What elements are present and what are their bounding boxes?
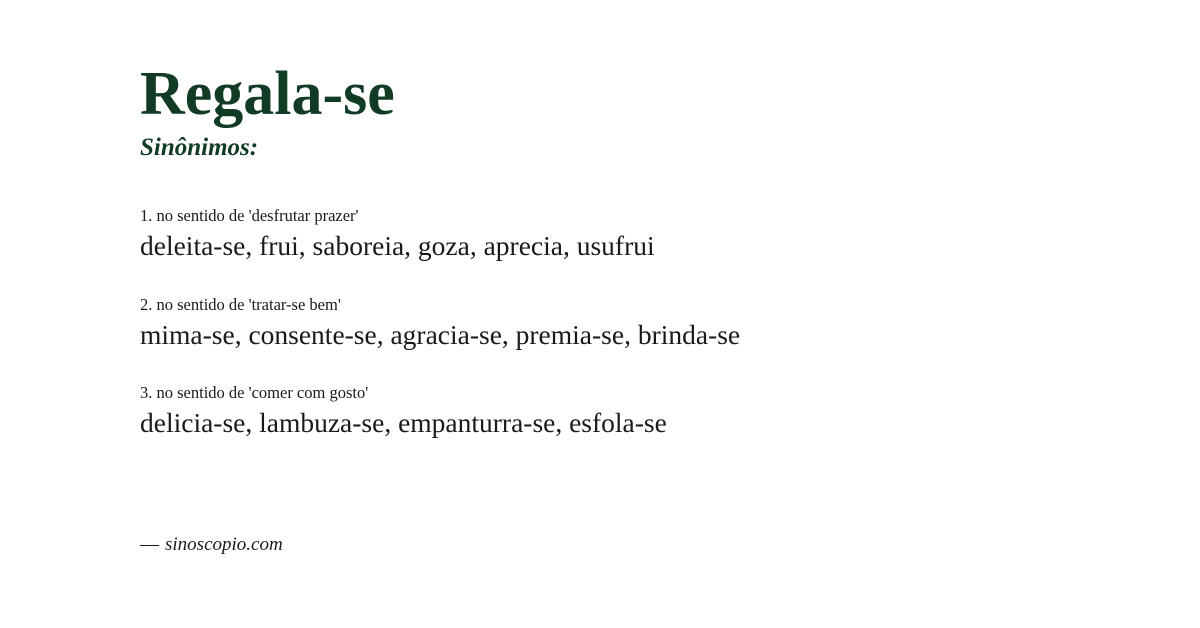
sense-label: 1. no sentido de 'desfrutar prazer' bbox=[140, 206, 359, 225]
list-item bbox=[140, 205, 1120, 265]
sense-synonyms: delicia-se, lambuza-se, empanturra-se, esfola-se bbox=[140, 407, 667, 439]
list-item bbox=[140, 382, 1120, 442]
source-label: sinoscopio.com bbox=[165, 534, 283, 555]
page-title: Regala-se bbox=[140, 60, 395, 128]
sense-synonyms: mima-se, consente-se, agracia-se, premia-se, brinda-se bbox=[140, 318, 741, 350]
sense-label: 2. no sentido de 'tratar-se bem' bbox=[140, 294, 341, 314]
sense-synonyms: deleita-se, frui, saboreia, goza, aprecia, usufrui bbox=[140, 230, 655, 262]
em-dash: — bbox=[140, 534, 159, 555]
senses-list bbox=[140, 205, 1120, 442]
list-item bbox=[140, 294, 1120, 354]
section-subtitle: Sinônimos: bbox=[140, 134, 259, 161]
source-attribution bbox=[140, 534, 283, 556]
sense-label: 3. no sentido de 'comer com gosto' bbox=[140, 383, 369, 403]
